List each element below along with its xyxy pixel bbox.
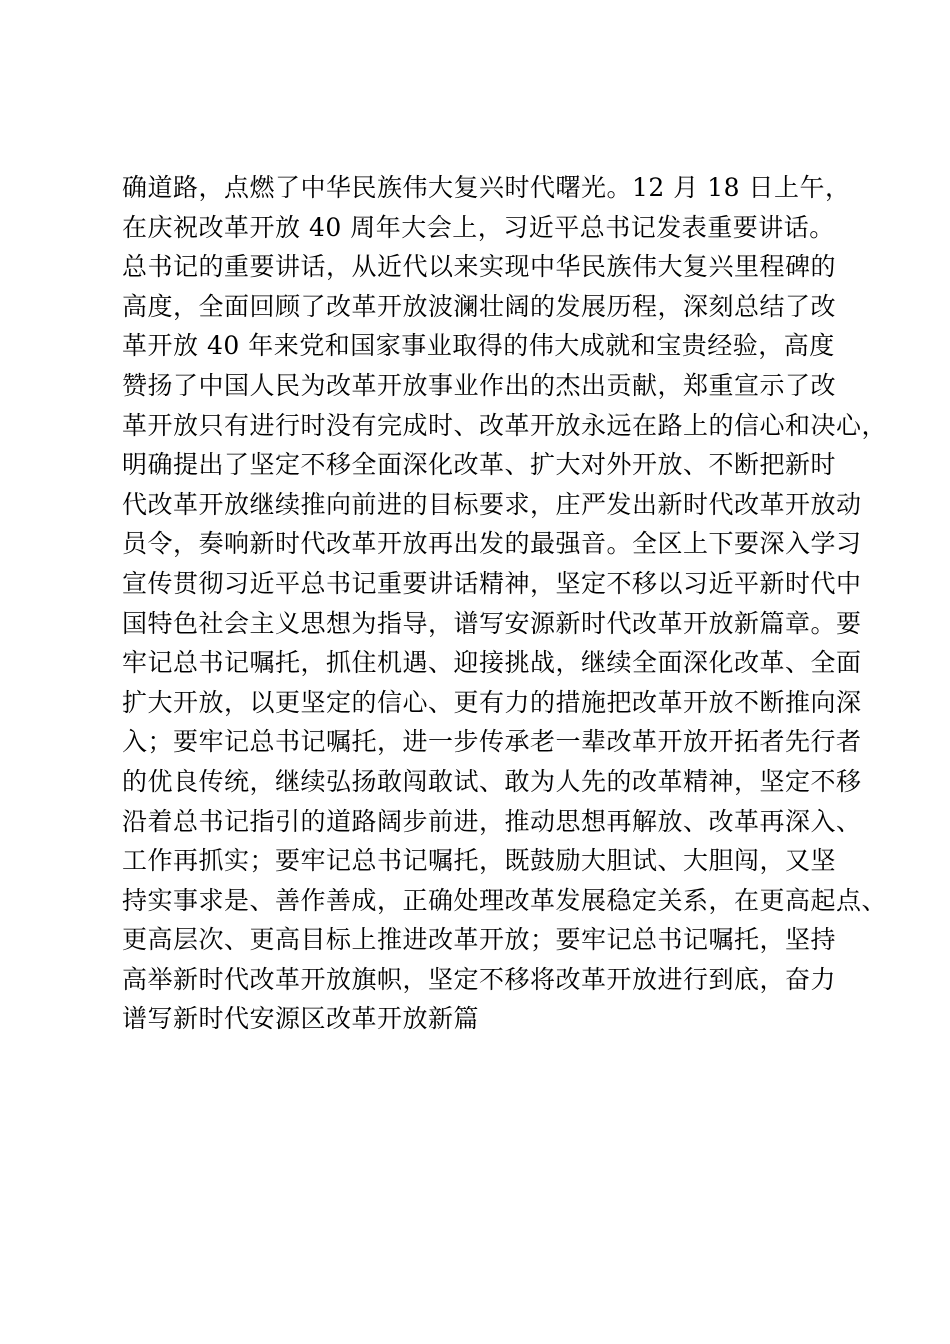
text-line: 宣传贯彻习近平总书记重要讲话精神，坚定不移以习近平新时代中 xyxy=(122,568,862,598)
text-line: 确道路，点燃了中华民族伟大复兴时代曙光。12 月 18 日上午， xyxy=(122,173,851,202)
text-line: 高举新时代改革开放旗帜，坚定不移将改革开放进行到底，奋力 xyxy=(122,964,837,994)
text-line: 沿着总书记指引的道路阔步前进，推动思想再解放、改革再深入、 xyxy=(122,806,862,836)
text-line: 革开放 40 年来党和国家事业取得的伟大成就和宝贵经验，高度 xyxy=(122,331,835,361)
text-line: 革开放只有进行时没有完成时、改革开放永远在路上的信心和决心， xyxy=(122,410,888,440)
text-line: 扩大开放，以更坚定的信心、更有力的措施把改革开放不断推向深 xyxy=(122,687,862,717)
text-line: 国特色社会主义思想为指导，谱写安源新时代改革开放新篇章。要 xyxy=(122,608,862,638)
text-line: 的优良传统，继续弘扬敢闯敢试、敢为人先的改革精神，坚定不移 xyxy=(122,766,862,796)
text-line: 牢记总书记嘱托，抓住机遇、迎接挑战，继续全面深化改革、全面 xyxy=(122,648,862,678)
text-line: 明确提出了坚定不移全面深化改革、扩大对外开放、不断把新时 xyxy=(122,450,837,480)
text-line: 在庆祝改革开放 40 周年大会上，习近平总书记发表重要讲话。 xyxy=(122,212,835,242)
text-line: 工作再抓实；要牢记总书记嘱托，既鼓励大胆试、大胆闯，又坚 xyxy=(122,846,837,876)
text-line: 谱写新时代安源区改革开放新篇 xyxy=(122,1004,480,1034)
text-line: 代改革开放继续推向前进的目标要求，庄严发出新时代改革开放动 xyxy=(122,489,862,519)
text-line: 赞扬了中国人民为改革开放事业作出的杰出贡献，郑重宣示了改 xyxy=(122,370,837,400)
text-line: 总书记的重要讲话，从近代以来实现中华民族伟大复兴里程碑的 xyxy=(122,252,837,282)
text-line: 高度，全面回顾了改革开放波澜壮阔的发展历程，深刻总结了改 xyxy=(122,291,837,321)
text-line: 入；要牢记总书记嘱托，进一步传承老一辈改革开放开拓者先行者 xyxy=(122,727,862,757)
text-line: 员令，奏响新时代改革开放再出发的最强音。全区上下要深入学习 xyxy=(122,529,862,559)
text-line: 持实事求是、善作善成，正确处理改革发展稳定关系，在更高起点、 xyxy=(122,885,888,915)
body-text xyxy=(122,168,888,1039)
text-line: 更高层次、更高目标上推进改革开放；要牢记总书记嘱托，坚持 xyxy=(122,925,837,955)
